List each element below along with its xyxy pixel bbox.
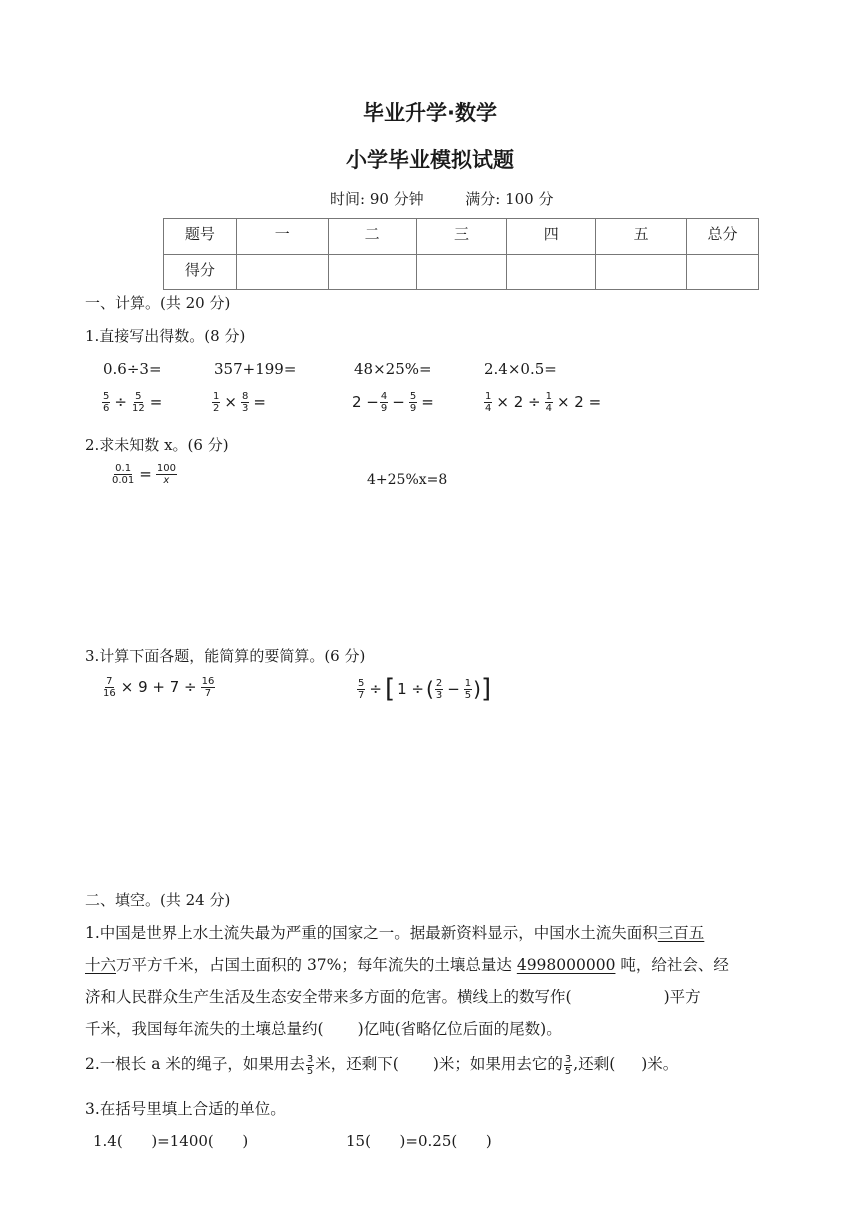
fraction: $\frac{1}{4}$	[545, 391, 552, 414]
calc-item: 357+199=	[214, 360, 297, 378]
fraction: $\frac{2}{3}$	[435, 677, 443, 701]
fill-q2: 2.一根长 a 米的绳子，如果用去 $\frac{3}{5}$ 米，还剩下( )米；如果用去它的 $\frac{3}{5}$ ,还剩( )米。	[85, 1053, 679, 1077]
fraction: $\frac{16}{7}$	[201, 676, 215, 699]
q2-label: 2.求未知数 x。(6 分)	[85, 436, 229, 454]
calc-fraction-item: $\frac{5}{6}$ ÷ $\frac{5}{12}$ =	[103, 391, 163, 414]
fraction: $\frac{100}{x}$	[156, 463, 176, 486]
fraction: $\frac{8}{3}$	[241, 391, 249, 414]
table-header-cell: 二	[328, 219, 416, 255]
underlined-number: 十六	[85, 956, 117, 974]
score-cell[interactable]	[507, 254, 596, 290]
fill-q3-item: 15( )=0.25( )	[346, 1132, 492, 1150]
equation-linear: 4+25%x=8	[367, 472, 448, 488]
section2-heading: 二、填空。(共 24 分)	[85, 891, 231, 909]
score-table	[163, 218, 759, 290]
fraction: $\frac{1}{4}$	[485, 391, 492, 414]
score-cell[interactable]	[236, 254, 328, 290]
equation-fraction: $\frac{0.1}{0.01}$ = $\frac{100}{x}$	[112, 463, 176, 486]
calc-fraction-item: $\frac{1}{2}$ × $\frac{8}{3}$ =	[213, 391, 266, 414]
calc-item: 0.6÷3=	[103, 360, 162, 378]
fraction: $\frac{7}{16}$	[103, 676, 116, 699]
underlined-number: 4998000000	[516, 956, 616, 974]
fraction: $\frac{1}{5}$	[464, 677, 472, 701]
fill-q1-line3: 济和人民群众生产生活及生态安全带来多方面的危害。横线上的数写作( )平方	[85, 988, 701, 1006]
fraction: $\frac{3}{5}$	[564, 1053, 572, 1077]
exam-subtitle: 小学毕业模拟试题	[346, 148, 514, 172]
calc-item: 2.4×0.5=	[484, 360, 557, 378]
score-table-score-row	[164, 254, 759, 290]
fraction: $\frac{3}{5}$	[306, 1053, 314, 1077]
fraction: $\frac{5}{12}$	[131, 391, 145, 414]
table-header-cell: 一	[236, 219, 328, 255]
score-table-header-row	[164, 219, 759, 255]
calc-fraction-item: $\frac{1}{4}$ × 2 ÷ $\frac{1}{4}$ × 2 =	[485, 391, 602, 414]
fraction: $\frac{5}{9}$	[409, 391, 417, 414]
table-header-cell: 五	[596, 219, 687, 255]
exam-full-score: 满分: 100 分	[465, 190, 554, 208]
section1-heading: 一、计算。(共 20 分)	[85, 294, 231, 312]
expression-1: $\frac{7}{16}$ × 9 + 7 ÷ $\frac{16}{7}$	[103, 676, 215, 699]
exam-meta	[330, 188, 553, 209]
fraction: $\frac{4}{9}$	[380, 391, 388, 414]
score-cell[interactable]	[596, 254, 687, 290]
table-header-cell: 四	[507, 219, 596, 255]
calc-fraction-item: 2 − $\frac{4}{9}$ − $\frac{5}{9}$ =	[352, 391, 434, 414]
table-row-label: 得分	[164, 254, 237, 290]
underlined-number: 三百五	[657, 924, 705, 942]
score-cell[interactable]	[416, 254, 507, 290]
expression-2: $\frac{5}{7}$ ÷ [ 1 ÷ ( $\frac{2}{3}$ − $\frac{1}{5}$ )]	[358, 674, 492, 704]
q1-label: 1.直接写出得数。(8 分)	[85, 327, 246, 345]
fraction: $\frac{0.1}{0.01}$	[112, 463, 135, 486]
fraction: $\frac{1}{2}$	[213, 391, 220, 414]
exam-time: 时间: 90 分钟	[330, 190, 424, 208]
table-header-cell: 总分	[687, 219, 759, 255]
calc-item: 48×25%=	[354, 360, 432, 378]
score-cell[interactable]	[687, 254, 759, 290]
fill-q1-line4: 千米，我国每年流失的土壤总量约( )亿吨(省略亿位后面的尾数)。	[85, 1020, 562, 1038]
table-header-cell: 题号	[164, 219, 237, 255]
exam-title: 毕业升学·数学	[363, 101, 497, 125]
fill-q1-line2: 十六万平方千米，占国土面积的 37%；每年流失的土壤总量达 4998000000 吨，给社会、经	[85, 956, 729, 974]
fill-q3-label: 3.在括号里填上合适的单位。	[85, 1100, 286, 1118]
score-cell[interactable]	[328, 254, 416, 290]
fill-q1-line1: 1.中国是世界上水土流失最为严重的国家之一。据最新资料显示，中国水土流失面积三百五	[85, 924, 705, 942]
fraction: $\frac{5}{6}$	[103, 391, 110, 414]
fraction: $\frac{5}{7}$	[358, 677, 365, 701]
fill-q3-item: 1.4( )=1400( )	[93, 1132, 249, 1150]
q3-label: 3.计算下面各题，能简算的要简算。(6 分)	[85, 647, 366, 665]
table-header-cell: 三	[416, 219, 507, 255]
